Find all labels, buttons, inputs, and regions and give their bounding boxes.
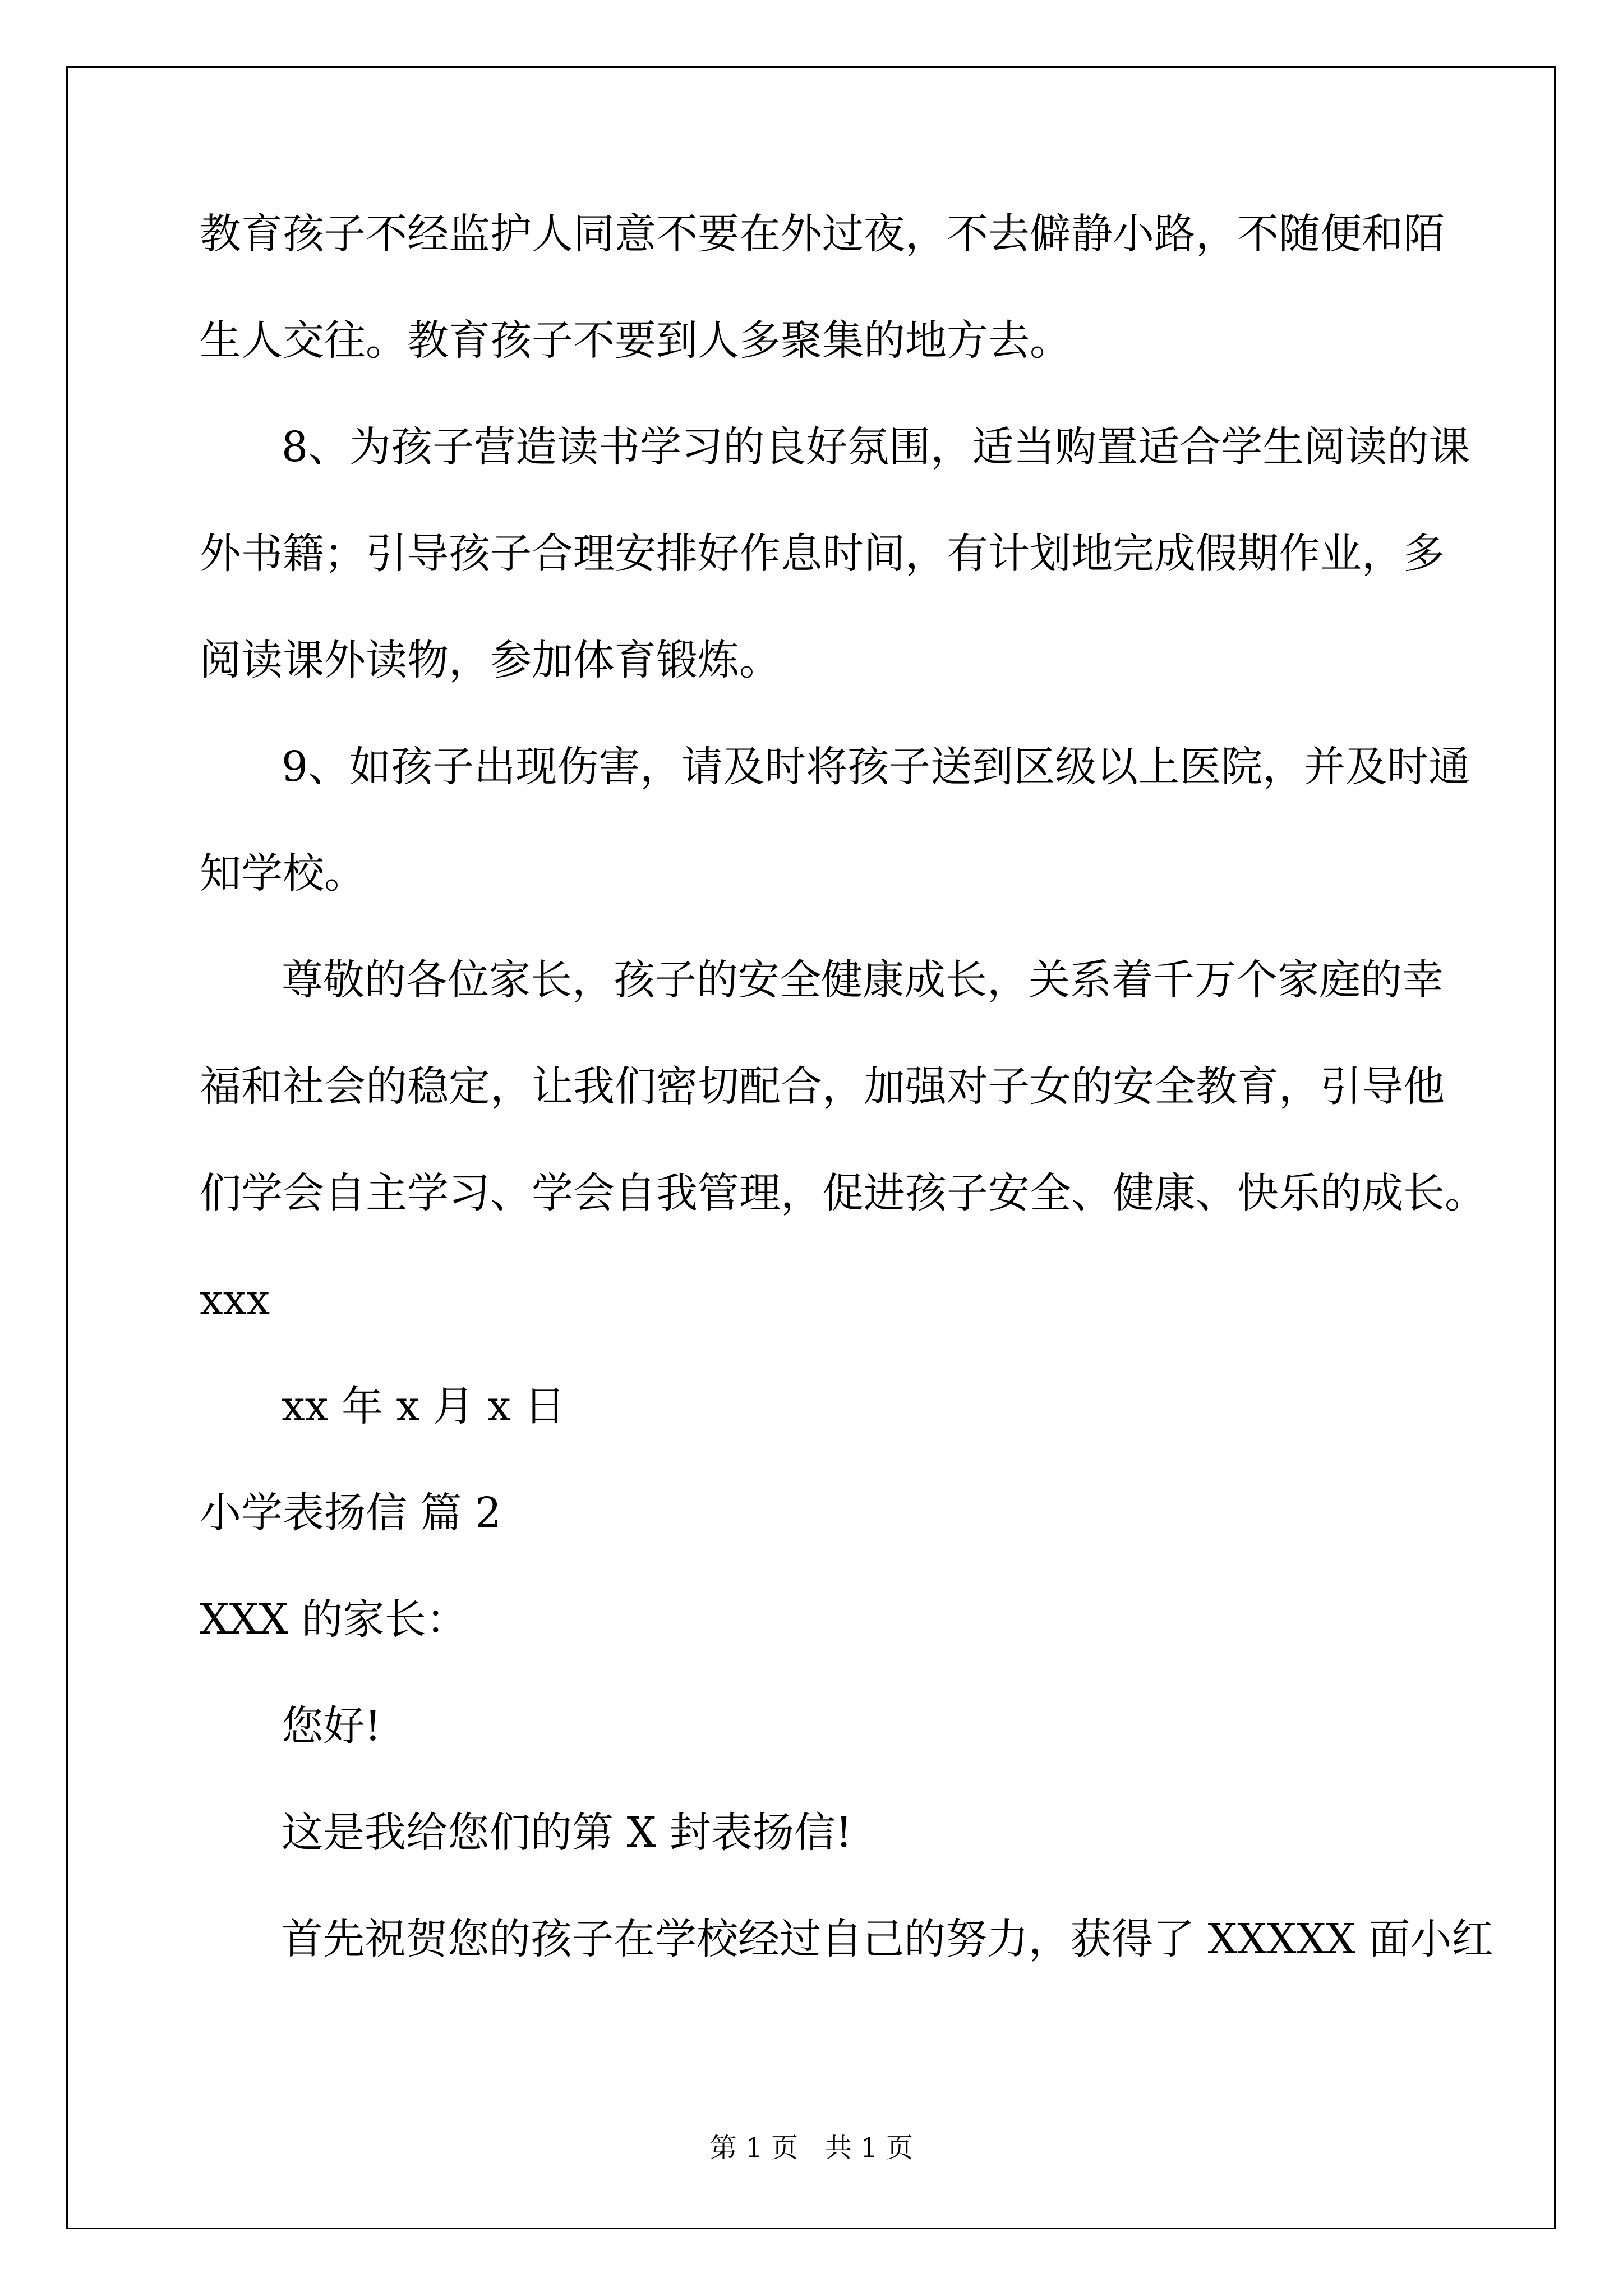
signature-date: xx 年 x 月 x 日 (282, 1382, 566, 1430)
paragraph-start-line: 首先祝贺您的孩子在学校经过自己的努力，获得了 XXXXX 面小红 (282, 1915, 1493, 1963)
paragraph-start-line: 8、为孩子营造读书学习的良好氛围，适当购置适合学生阅读的课 (282, 423, 1470, 471)
page-number-footer: 第 1 页 共 1 页 (709, 2132, 914, 2164)
page-border (66, 66, 1556, 2229)
body-line: 教育孩子不经监护人同意不要在外过夜，不去僻静小路，不随便和陌 (200, 210, 1445, 258)
greeting: 您好! (282, 1702, 381, 1750)
body-line: 们学会自主学习、学会自我管理，促进孩子安全、健康、快乐的成长。 (200, 1169, 1486, 1217)
paragraph-start-line: 9、如孩子出现伤害，请及时将孩子送到区级以上医院，并及时通 (282, 743, 1470, 791)
body-line: 外书籍；引导孩子合理安排好作息时间，有计划地完成假期作业，多 (200, 530, 1445, 578)
paragraph-start-line: 这是我给您们的第 X 封表扬信! (282, 1809, 852, 1857)
body-line: 阅读课外读物，参加体育锻炼。 (200, 636, 781, 684)
section-heading: 小学表扬信 篇 2 (200, 1489, 502, 1537)
signature-name: xxx (200, 1276, 270, 1324)
paragraph-start-line: 尊敬的各位家长，孩子的安全健康成长，关系着千万个家庭的幸 (282, 956, 1444, 1004)
salutation: XXX 的家长： (200, 1595, 468, 1644)
body-line: 知学校。 (200, 849, 366, 898)
body-line: 生人交往。教育孩子不要到人多聚集的地方去。 (200, 316, 1071, 365)
body-line: 福和社会的稳定，让我们密切配合，加强对子女的安全教育，引导他 (200, 1062, 1445, 1111)
